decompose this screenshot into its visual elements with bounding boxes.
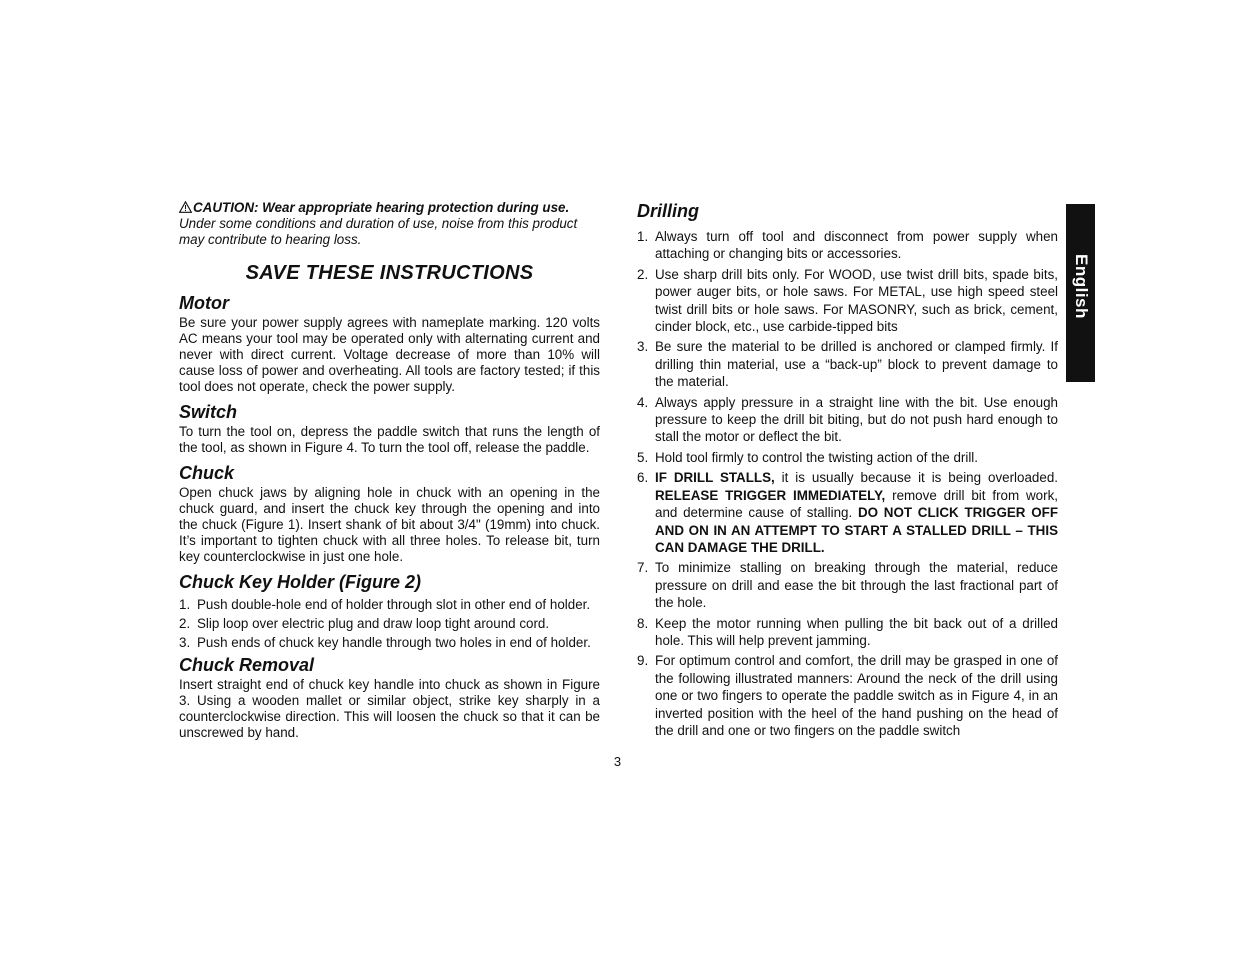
page-number: 3	[613, 754, 622, 769]
chuck-key-holder-heading: Chuck Key Holder (Figure 2)	[179, 572, 422, 592]
switch-text: To turn the tool on, depress the paddle switch that runs the length of the tool, as shown in Figure 4. To turn the tool off, release the paddle.	[179, 424, 600, 455]
list-item: 3. Be sure the material to be drilled is anchored or clamped firmly. If drilling thin material, use a “back-up” block to prevent damage to the material.	[637, 339, 1058, 390]
list-item: 2. Use sharp drill bits only. For WOOD, use twist drill bits, spade bits, power auger bits, or hole saws. For METAL, use high speed steel twist drill bits or hole saws. For MASONRY, such as brick, cement, cinder block, etc., use carbide-tipped bits	[637, 266, 1058, 335]
warning-triangle-icon	[179, 201, 192, 213]
list-item: 2. Slip loop over electric plug and draw loop tight around cord.	[179, 616, 550, 631]
caution-block	[179, 200, 600, 248]
list-item: 7. To minimize stalling on breaking through the material, reduce pressure on drill and ease the bit through the last fractional part of the hole.	[637, 560, 1058, 611]
chuck-text: Open chuck jaws by aligning hole in chuck with an opening in the chuck guard, and insert the chuck key through the opening and into the chuck (Figure 1). Insert shank of bit about 3/4" (19mm) into chuck. It’s important to tighten chuck with all three holes. To release bit, turn key counterclockwise in just one hole.	[179, 485, 600, 564]
switch-heading: Switch	[179, 402, 238, 422]
caution-heading: CAUTION: Wear appropriate hearing protection during use.	[193, 200, 570, 215]
save-instructions-title: SAVE THESE INSTRUCTIONS	[245, 262, 534, 284]
list-item: 1. Always turn off tool and disconnect from power supply when attaching or changing bits or accessories.	[637, 229, 1058, 262]
chuck-key-holder-steps	[179, 597, 600, 651]
chuck-removal-text: Insert straight end of chuck key handle into chuck as shown in Figure 3. Using a wooden mallet or similar object, strike key sharply in a counterclockwise direction. This will loosen the chuck so that it can be unscrewed by hand.	[179, 677, 600, 740]
left-column	[179, 200, 600, 741]
caution-body: Under some conditions and duration of use, noise from this product may contribute to hearing loss.	[179, 216, 578, 247]
drilling-heading: Drilling	[637, 201, 699, 221]
motor-heading: Motor	[179, 293, 229, 313]
list-item: 3. Push ends of chuck key handle through two holes in end of holder.	[179, 635, 591, 650]
list-item: 1. Push double-hole end of holder through slot in other end of holder.	[179, 597, 591, 612]
list-item: 9. For optimum control and comfort, the drill may be grasped in one of the following illustrated manners: Around the neck of the drill using one or two fingers to operate the paddle switch as in Figure 4, in an inverted position with the heel of the hand pushing on the head of the drill and one or two fingers on the paddle switch	[637, 653, 1058, 738]
list-item: 5. Hold tool firmly to control the twisting action of the drill.	[637, 449, 979, 465]
list-item: 4. Always apply pressure in a straight line with the bit. Use enough pressure to keep the drill bit biting, but do not push hard enough to stall the motor or deflect the bit.	[637, 394, 1058, 445]
right-column	[637, 200, 1058, 742]
motor-text: Be sure your power supply agrees with nameplate marking. 120 volts AC means your tool may be operated only with alternating current and never with direct current. Voltage decrease of more than 10% will cause loss of power and overheating. All tools are factory tested; if this tool does not operate, check the power supply.	[179, 315, 600, 394]
chuck-heading: Chuck	[179, 463, 235, 483]
list-item: 6. IF DRILL STALLS, it is usually because it is being overloaded. RELEASE TRIGGER IMMEDIATELY, remove drill bit from work, and determine cause of stalling. DO NOT CLICK TRIGGER OFF AND ON IN AN ATTEMPT TO START A STALLED DRILL – THIS CAN DAMAGE THE DRILL.	[637, 470, 1058, 555]
language-tab-label: English	[1071, 254, 1091, 319]
language-tab	[1066, 204, 1095, 382]
drilling-steps	[637, 228, 1058, 739]
chuck-removal-heading: Chuck Removal	[179, 655, 315, 675]
list-item: 8. Keep the motor running when pulling the bit back out of a drilled hole. This will help prevent jamming.	[637, 615, 1058, 648]
